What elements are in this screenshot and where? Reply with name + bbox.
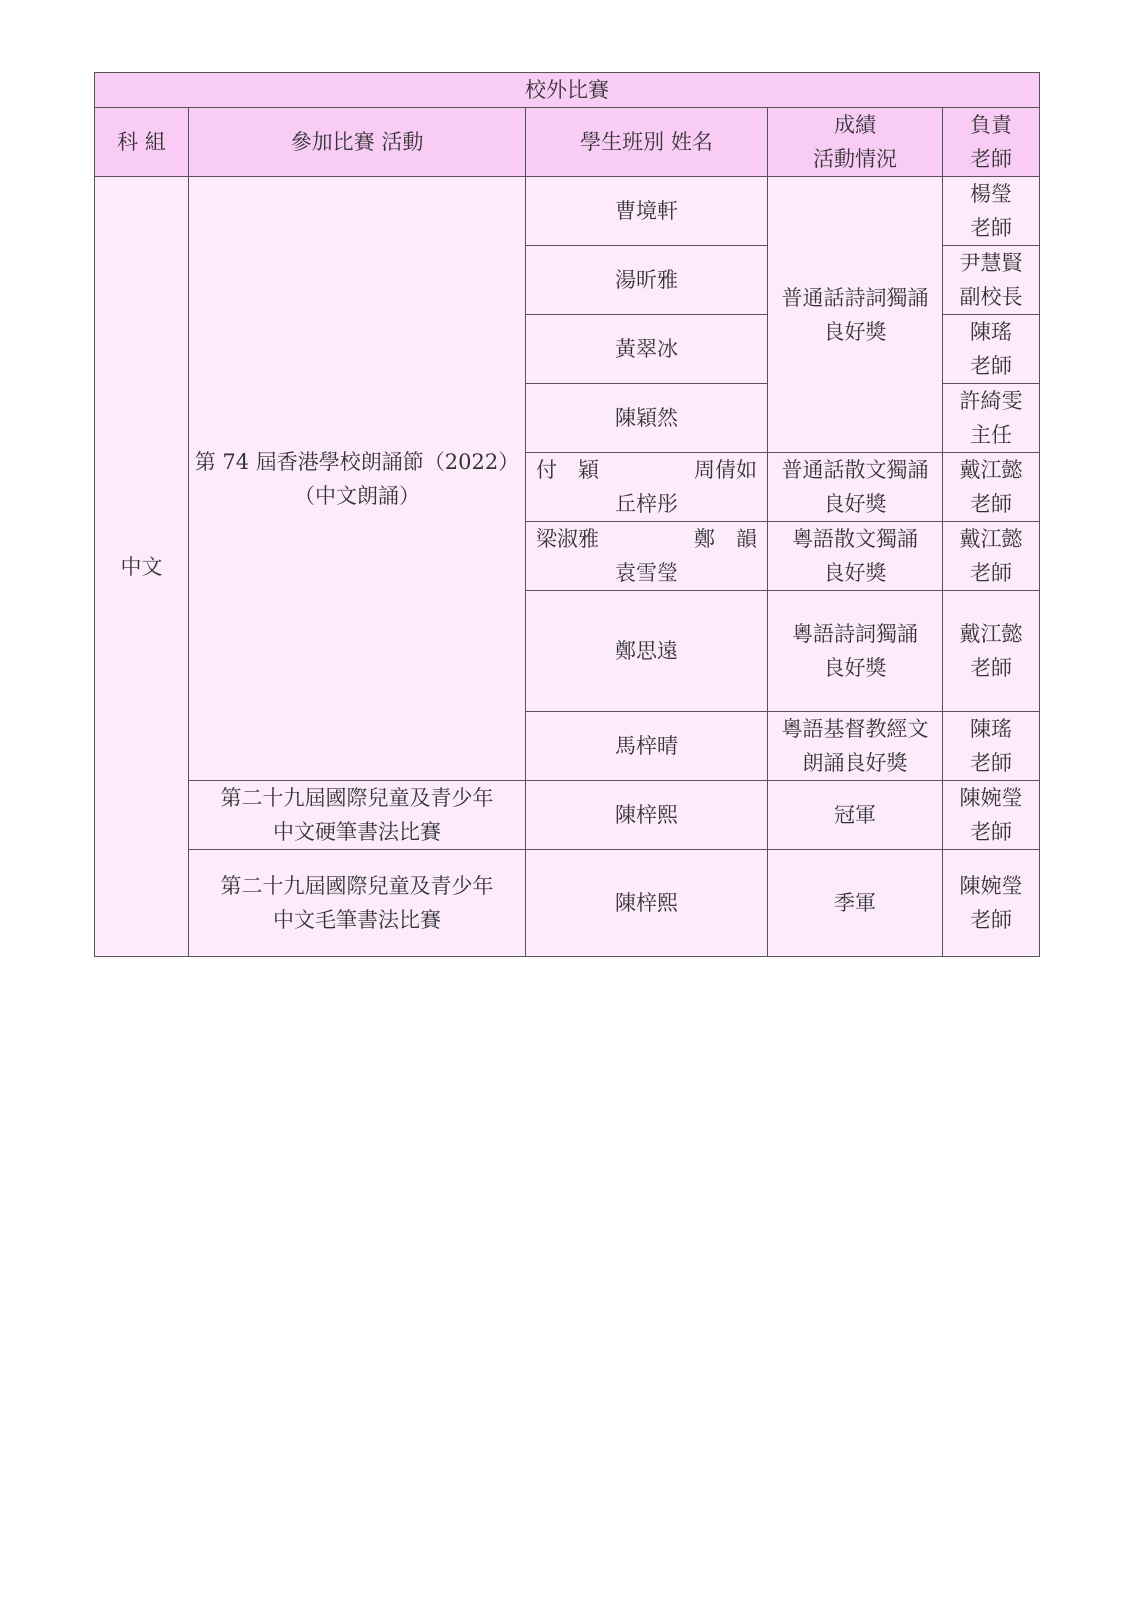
student-cell: 鄭思遠	[526, 591, 768, 712]
student-name: 周倩如	[694, 458, 757, 482]
teacher-name: 陳婉瑩	[959, 786, 1023, 810]
teacher-name: 楊瑩	[970, 182, 1013, 206]
teacher-name: 陳瑤	[970, 320, 1013, 344]
result-cell	[768, 712, 943, 781]
activity-line1: 第 74 屆香港學校朗誦節（2022）	[194, 449, 520, 474]
header-students: 學生班別 姓名	[526, 108, 768, 177]
student-cell: 馬梓晴	[526, 712, 768, 781]
teacher-cell	[943, 246, 1040, 315]
result-line2: 良好獎	[823, 492, 887, 516]
student-names-line1	[530, 522, 763, 556]
student-cell	[526, 522, 768, 591]
table-title-row	[95, 73, 1040, 108]
teacher-cell	[943, 850, 1040, 957]
teacher-title: 副校長	[959, 285, 1023, 309]
result-line1: 普通話散文獨誦	[781, 458, 929, 482]
table-row	[95, 781, 1040, 850]
result-cell	[768, 453, 943, 522]
teacher-name: 陳瑤	[970, 717, 1013, 741]
header-result-line1: 成績	[834, 113, 876, 137]
result-cell: 季軍	[768, 850, 943, 957]
activity-cell	[189, 850, 526, 957]
student-cell: 湯昕雅	[526, 246, 768, 315]
teacher-name: 戴江懿	[959, 622, 1023, 646]
student-names-line1	[530, 453, 763, 487]
teacher-title: 老師	[970, 354, 1013, 378]
student-name: 袁雪瑩	[615, 561, 678, 585]
result-cell	[768, 591, 943, 712]
teacher-title: 老師	[970, 561, 1013, 585]
result-line2: 良好獎	[823, 319, 887, 344]
activity-line1: 第二十九屆國際兒童及青少年	[220, 874, 494, 898]
teacher-cell	[943, 712, 1040, 781]
teacher-name: 戴江懿	[959, 527, 1023, 551]
activity-line2: （中文朗誦）	[294, 483, 420, 508]
result-line1: 粵語散文獨誦	[792, 527, 918, 551]
teacher-name: 尹慧賢	[959, 251, 1023, 275]
activity-line1: 第二十九屆國際兒童及青少年	[220, 786, 494, 810]
awards-table	[94, 72, 1040, 957]
student-cell: 曹境軒	[526, 177, 768, 246]
result-line1: 粵語基督教經文	[781, 717, 929, 741]
subject-cell: 中文	[95, 177, 189, 957]
student-cell	[526, 453, 768, 522]
header-teacher-line1: 負責	[970, 113, 1013, 137]
result-line2: 朗誦良好獎	[802, 751, 908, 775]
teacher-title: 老師	[970, 751, 1013, 775]
student-cell: 陳梓熙	[526, 850, 768, 957]
student-name: 鄭 韻	[694, 527, 757, 551]
teacher-title: 老師	[970, 908, 1013, 932]
teacher-title: 老師	[970, 216, 1013, 240]
header-row	[95, 108, 1040, 177]
activity-cell	[189, 177, 526, 781]
activity-line2: 中文硬筆書法比賽	[273, 820, 441, 844]
teacher-cell	[943, 315, 1040, 384]
teacher-cell	[943, 384, 1040, 453]
result-cell	[768, 177, 943, 453]
header-teacher-line2: 老師	[970, 147, 1013, 171]
activity-cell	[189, 781, 526, 850]
student-name: 付 穎	[536, 458, 599, 482]
teacher-name: 許綺雯	[959, 389, 1023, 413]
student-name: 丘梓彤	[615, 492, 678, 516]
header-subject: 科 組	[95, 108, 189, 177]
header-result-line2: 活動情況	[813, 147, 897, 171]
teacher-title: 主任	[970, 423, 1013, 447]
teacher-cell	[943, 591, 1040, 712]
student-name: 梁淑雅	[536, 527, 599, 551]
teacher-name: 陳婉瑩	[959, 874, 1023, 898]
teacher-title: 老師	[970, 492, 1013, 516]
teacher-cell	[943, 522, 1040, 591]
teacher-cell	[943, 177, 1040, 246]
header-teacher	[943, 108, 1040, 177]
teacher-title: 老師	[970, 820, 1013, 844]
result-cell	[768, 522, 943, 591]
teacher-cell	[943, 781, 1040, 850]
table-row	[95, 177, 1040, 246]
table-title: 校外比賽	[95, 73, 1040, 108]
result-cell: 冠軍	[768, 781, 943, 850]
result-line1: 普通話詩詞獨誦	[781, 285, 929, 310]
student-cell: 陳梓熙	[526, 781, 768, 850]
student-cell: 黃翠冰	[526, 315, 768, 384]
student-cell: 陳穎然	[526, 384, 768, 453]
result-line2: 良好獎	[823, 656, 887, 680]
teacher-cell	[943, 453, 1040, 522]
activity-line2: 中文毛筆書法比賽	[273, 908, 441, 932]
teacher-name: 戴江懿	[959, 458, 1023, 482]
table-row	[95, 850, 1040, 957]
header-activity: 參加比賽 活動	[189, 108, 526, 177]
result-line1: 粵語詩詞獨誦	[792, 622, 918, 646]
result-line2: 良好獎	[823, 561, 887, 585]
teacher-title: 老師	[970, 656, 1013, 680]
header-result	[768, 108, 943, 177]
